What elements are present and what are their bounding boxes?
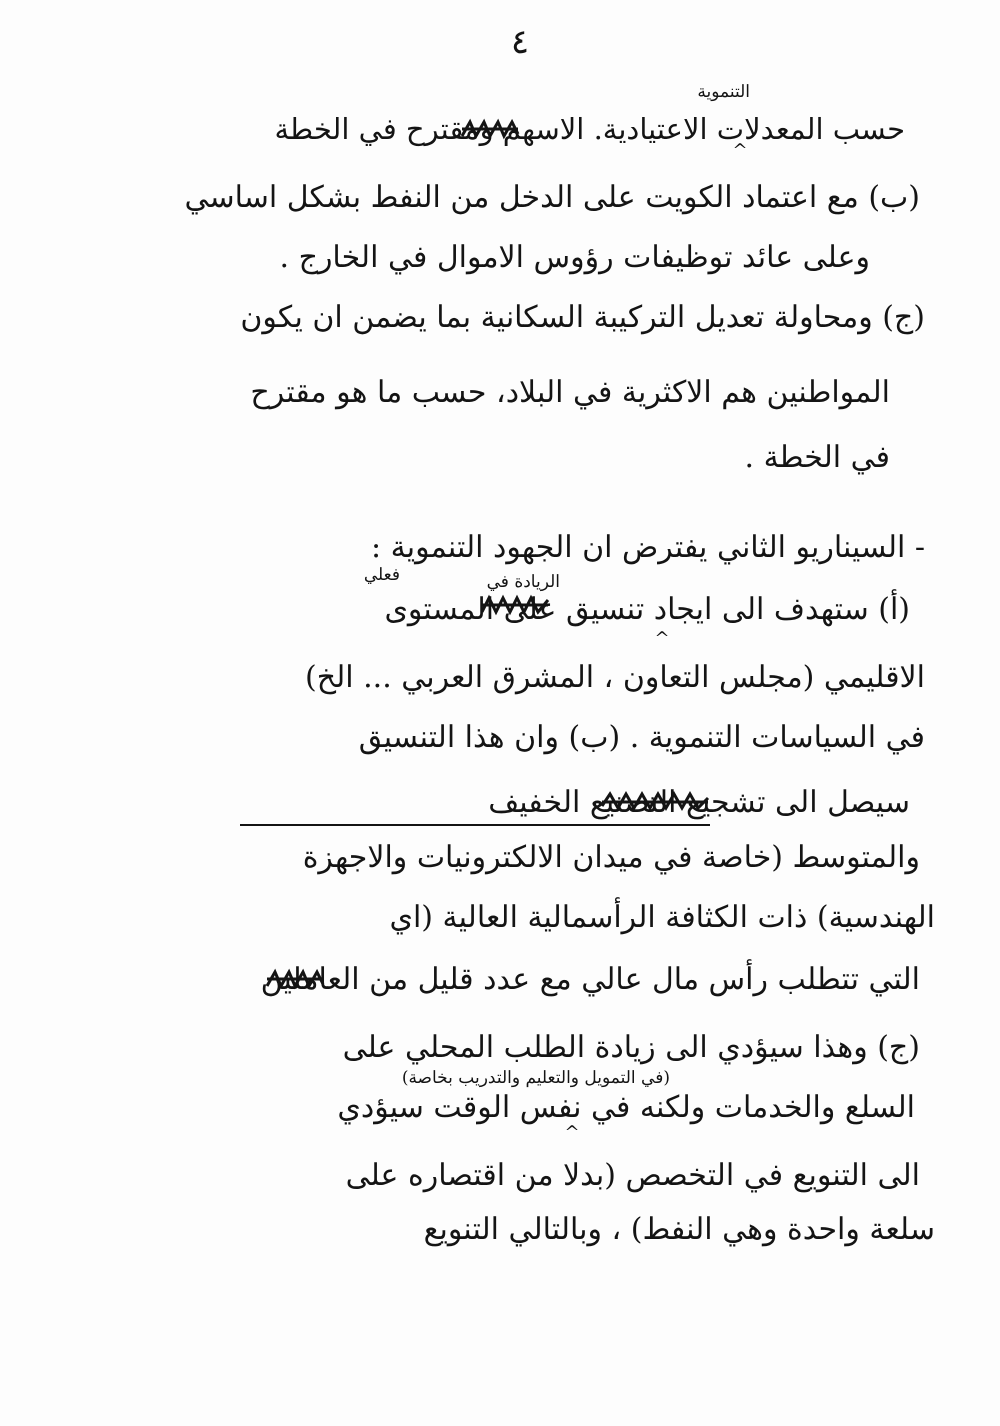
text-line-14: (ج) وهذا سيؤدي الى زيادة الطلب المحلي على [342, 1030, 920, 1065]
strikethrough-scribble [460, 118, 520, 140]
strikethrough-scribble [265, 968, 325, 990]
text-line-13: التي تتطلب رأس مال عالي مع عدد قليل من العاملين [260, 962, 920, 997]
insertion-caret: ^ [732, 140, 748, 161]
text-line-1: حسب المعدلات الاعتيادية. الاسهم ومقترح في الخطة [274, 112, 905, 146]
insertion-riyada: الريادة في [486, 572, 560, 592]
text-line-9: في السياسات التنموية . (ب) وان هذا التنسيق [358, 720, 925, 755]
text-line-2: (ب) مع اعتماد الكويت على الدخل من النفط بشكل اساسي [184, 180, 920, 215]
strikethrough-scribble [600, 790, 710, 812]
text-line-15: السلع والخدمات ولكنه في نفس الوقت سيؤدي [337, 1090, 915, 1125]
page-number: ٤ [510, 22, 530, 62]
text-line-5: المواطنين هم الاكثرية في البلاد، حسب ما هو مقترح [250, 375, 890, 410]
insertion-tanmawiya: التنموية [697, 82, 750, 102]
text-line-11: والمتوسط (خاصة في ميدان الالكترونيات والاجهزة [302, 840, 920, 875]
text-line-7: (أ) ستهدف الى ايجاد تنسيق على المستوى [384, 592, 910, 627]
insertion-caret: ^ [564, 1122, 580, 1143]
text-line-3: وعلى عائد توظيفات رؤوس الاموال في الخارج . [279, 240, 870, 275]
text-line-6: في الخطة . [744, 440, 890, 475]
insertion-caret: ^ [654, 628, 670, 649]
underline-mark [240, 824, 710, 826]
text-line-17: سلعة واحدة وهي النفط) ، وبالتالي التنويع [423, 1212, 935, 1247]
text-line-16: الى التنويع في التخصص (بدلا من اقتصاره على [345, 1158, 920, 1193]
text-line-8: الاقليمي (مجلس التعاون ، المشرق العربي ... الخ) [305, 660, 925, 695]
text-line-4: (ج) ومحاولة تعديل التركيبة السكانية بما يضمن ان يكون [240, 300, 925, 335]
insertion-training: (في التمويل والتعليم والتدريب بخاصة) [401, 1068, 670, 1088]
insertion-fili: فعلي [363, 565, 400, 585]
text-line-12: الهندسية) ذات الكثافة الرأسمالية العالية (اي [389, 900, 935, 935]
text-line-10: سيصل الى تشجيع التصنيع الخفيف [488, 785, 910, 820]
scenario-heading: - السيناريو الثاني يفترض ان الجهود التنموية : [371, 530, 925, 565]
